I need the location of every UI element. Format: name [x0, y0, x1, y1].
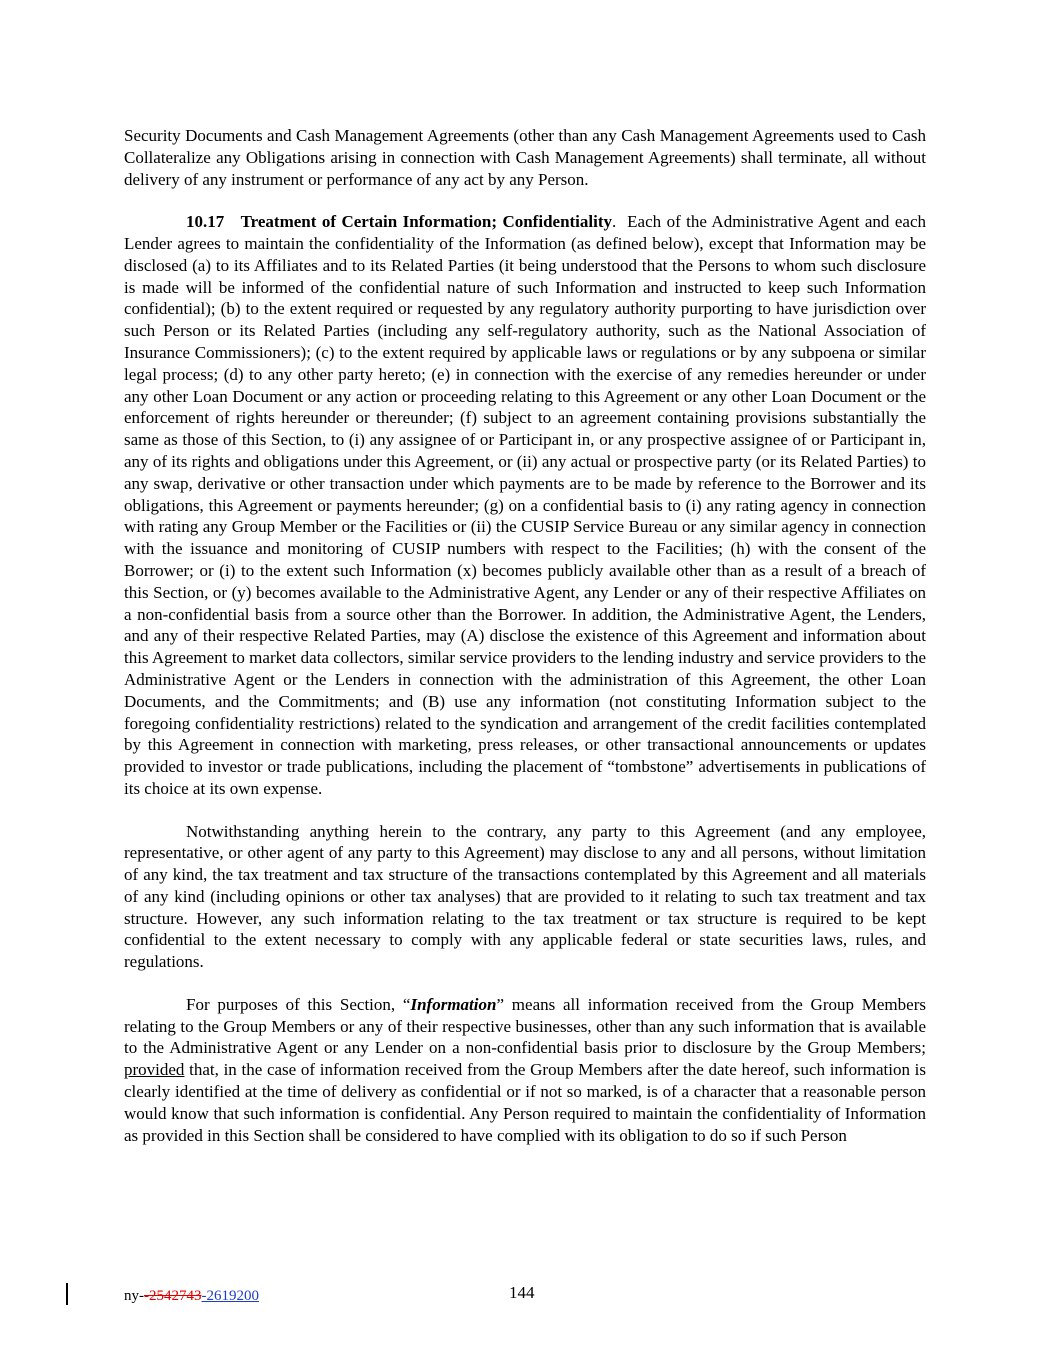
doc-id-deleted: -2542743 [144, 1288, 202, 1304]
info-rest: that, in the case of information received from the Group Members after the date hereof, such information is clearly identified at the time of delivery as confidential or if not so marked, is of a character that a reasonable person would know that such information is confidential. Any Person required to maintain the confidentiality of Information as provided in this Section shall be considered to have complied with its obligation to do so if such Person [124, 1060, 926, 1145]
tax-paragraph: Notwithstanding anything herein to the contrary, any party to this Agreement (and any employee, representative, or other agent of any party to this Agreement) may disclose to any and all persons, without limitation of any kind, the tax treatment and tax structure of the transactions contemplated by this Agreement and all materials of any kind (including opinions or other tax analyses) that are provided to it relating to such tax treatment and tax structure. However, any such information relating to the tax treatment or tax structure is required to be kept confidential to the extent necessary to comply with any applicable federal or state securities laws, rules, and regulations. [124, 821, 926, 972]
carryover-paragraph: Security Documents and Cash Management Agreements (other than any Cash Management Agreements used to Cash Collateralize any Obligations arising in connection with Cash Management Agreements) shall terminate, all without delivery of any instrument or performance of any act by any Person. [124, 126, 926, 189]
document-id [124, 1286, 259, 1306]
info-lead: For purposes of this Section, “ [186, 994, 411, 1014]
change-bar [66, 1283, 68, 1305]
section-body: Each of the Administrative Agent and each Lender agrees to maintain the confidentiality of the Information (as defined below), except that Information may be disclosed (a) to its Affiliates and to its Related Parties (it being understood that the Persons to whom such disclosure is made will be informed of the confidential nature of such Information and instructed to keep such Information confidential); (b) to the extent required or requested by any regulatory authority purporting to have jurisdiction over such Person or its Related Parties (including any self-regulatory authority, such as the National Association of Insurance Commissioners); (c) to the extent required by applicable laws or regulations or by any subpoena or similar legal process; (d) to any other party hereto; (e) in connection with the exercise of any remedies hereunder or under any other Loan Document or any action or proceeding relating to this Agreement or any other Loan Document or the enforcement of rights hereunder or thereunder; (f) subject to an agreement containing provisions substantially the same as those of this Section, to (i) any assignee of or Participant in, or any prospective assignee of or Participant in, any of its rights and obligations under this Agreement, or (ii) any actual or prospective party (or its Related Parties) to any swap, derivative or other transaction under which payments are to be made by reference to the Borrower and its obligations, this Agreement or payments hereunder; (g) on a confidential basis to (i) any rating agency in connection with rating any Group Member or the Facilities or (ii) the CUSIP Service Bureau or any similar agency in connection with the issuance and monitoring of CUSIP numbers with respect to the Facilities; (h) with the consent of the Borrower; or (i) to the extent such Information (x) becomes publicly available other than as a result of a breach of this Section, or (y) becomes available to the Administrative Agent, any Lender or any of their respective Affiliates on a non-confidential basis from a source other than the Borrower. In addition, the Administrative Agent, the Lenders, and any of their respective Related Parties, may (A) disclose the existence of this Agreement and information about this Agreement to market data collectors, similar service providers to the lending industry and service providers to the Administrative Agent or the Lenders in connection with the administration of this Agreement, the other Loan Documents, and the Commitments; and (B) use any information (not constituting Information subject to the foregoing confidentiality restrictions) related to the syndication and arrangement of the credit facilities contemplated by this Agreement in connection with marketing, press releases, or other transactional announcements or updates provided to investor or trade publications, including the placement of “tombstone” advertisements in publications of its choice at its own expense. [124, 212, 927, 798]
info-after-term: ” means all information received from the Group Members relating to the Group Members or any of their respective businesses, other than any such information that is available to the Administrative Agent or any Lender on a non-confidential basis prior to disclosure by the Group Members; [124, 994, 926, 1058]
section-10-17-paragraph [124, 211, 926, 800]
document-body [124, 125, 926, 1167]
proviso-term: provided [124, 1060, 185, 1080]
doc-id-prefix: ny- [124, 1288, 144, 1304]
doc-id-inserted: -2619200 [201, 1288, 259, 1304]
section-heading: Treatment of Certain Information; Confidentiality [240, 212, 613, 232]
section-heading-end: . [612, 212, 617, 232]
defined-term: Information [410, 994, 497, 1014]
section-number: 10.17 [186, 212, 225, 232]
page-number: 144 [509, 1283, 535, 1302]
information-definition-paragraph [124, 994, 926, 1147]
